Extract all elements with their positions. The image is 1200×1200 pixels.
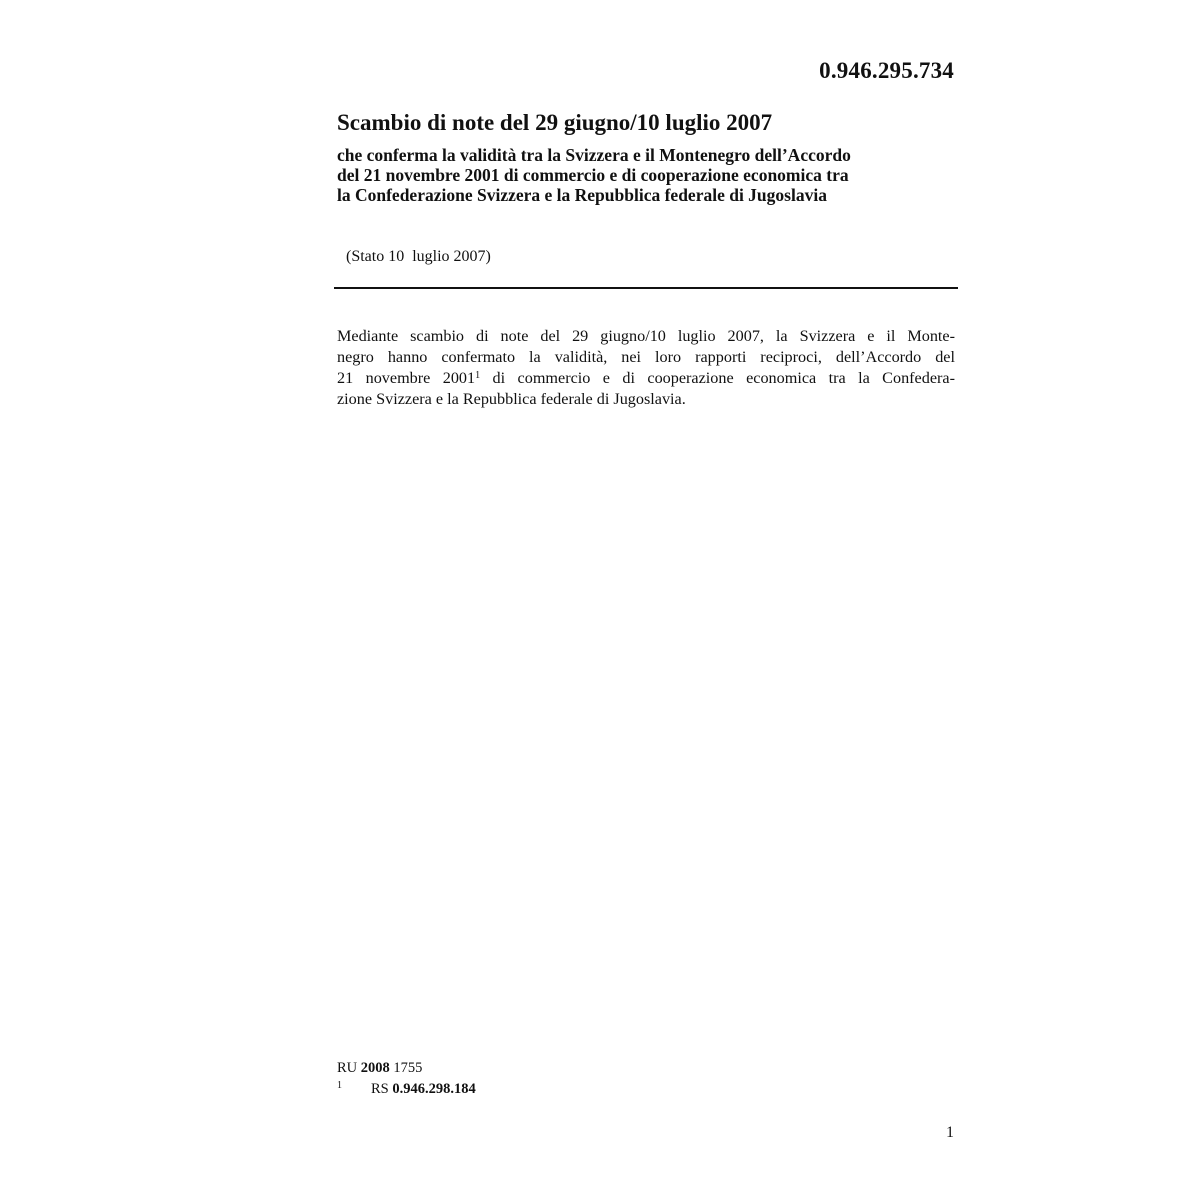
body-text-segment: 21 novembre 2001: [337, 369, 476, 387]
sr-number: 0.946.295.734: [819, 58, 954, 83]
footnote-reference[interactable]: 1: [475, 370, 481, 381]
document-title: Scambio di note del 29 giugno/10 luglio 2007: [337, 110, 773, 135]
horizontal-divider: [334, 287, 958, 289]
document-subtitle: [337, 145, 957, 205]
footnotes: [337, 1058, 476, 1100]
body-line: Mediante scambio di note del 29 giugno/10 luglio 2007, la Svizzera e il Monte-: [337, 327, 955, 345]
body-text-segment: di commercio e di cooperazione economica tra la Confedera-: [480, 369, 955, 387]
subtitle-line: che conferma la validità tra la Svizzera e il Montenegro dell’Accordo: [337, 145, 851, 165]
footnote-1: 1 RS 0.946.298.184: [337, 1080, 476, 1097]
body-line: [337, 368, 955, 389]
ru-page: 1755: [389, 1060, 423, 1076]
rs-prefix: RS: [371, 1081, 393, 1097]
page-number: 1: [946, 1124, 954, 1141]
body-paragraph: [337, 326, 955, 410]
status-date: (Stato 10 luglio 2007): [342, 248, 491, 265]
ru-reference: [337, 1058, 476, 1079]
ru-year: 2008: [360, 1060, 390, 1076]
rs-number: 0.946.298.184: [392, 1081, 476, 1097]
ru-prefix: RU: [337, 1060, 361, 1076]
subtitle-line: del 21 novembre 2001 di commercio e di cooperazione economica tra: [337, 165, 849, 185]
body-line: zione Svizzera e la Repubblica federale di Jugoslavia.: [337, 390, 686, 408]
body-line: negro hanno confermato la validità, nei loro rapporti reciproci, dell’Accordo del: [337, 348, 955, 366]
subtitle-line: la Confederazione Svizzera e la Repubblica federale di Jugoslavia: [337, 185, 827, 205]
